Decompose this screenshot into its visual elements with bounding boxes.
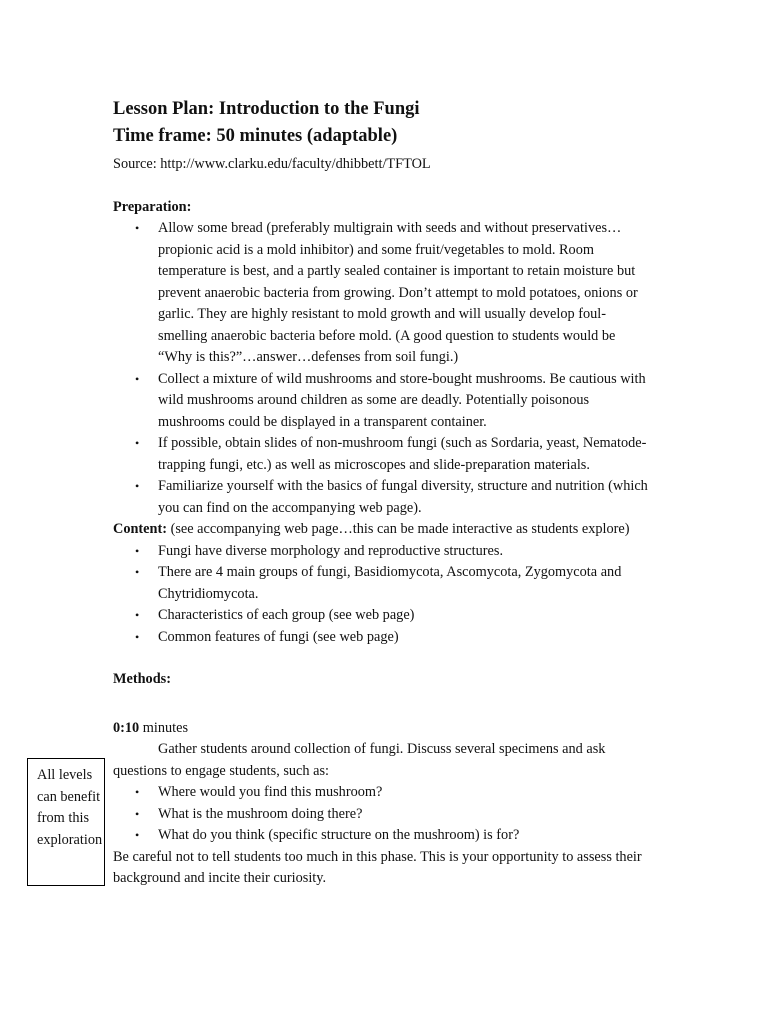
list-item	[135, 562, 653, 605]
bullet-icon: •	[135, 479, 140, 493]
list-item-text: Common features of fungi (see web page)	[158, 628, 399, 645]
list-item	[135, 605, 653, 627]
methods-list	[113, 782, 653, 847]
list-item	[135, 433, 653, 476]
list-item-text: If possible, obtain slides of non-mushroom fungi (such as Sordaria, yeast, Nematode-trapping fungi, etc.) as well as microscopes and slide-preparation materials.	[158, 435, 647, 473]
time-frame-title: Time frame: 50 minutes (adaptable)	[113, 126, 398, 146]
bullet-icon: •	[135, 565, 140, 579]
list-item-text: Where would you find this mushroom?	[158, 784, 383, 800]
methods-time-bold: 0:10	[113, 719, 140, 736]
methods-time-unit: minutes	[139, 719, 189, 736]
methods-paragraph: Gather students around collection of fungi. Discuss several specimens and ask questions to engage students, such as:	[113, 741, 606, 779]
sidebar-note-text: All levels can benefit from this exploration	[37, 767, 103, 848]
list-item	[135, 627, 653, 649]
preparation-section	[113, 197, 653, 520]
list-item	[135, 369, 653, 434]
list-item-text: Allow some bread (preferably multigrain with seeds and without preservatives… propionic acid is a mold inhibitor) and some fruit/vegetables to mold. Room temperature is best, and a partly sealed container is important to retain moisture but prevent anaerobic bacteria from growing. Don’t attempt to mold potatoes, onions or garlic. They are highly resistant to mold growth and will usually develop foul-smelling anaerobic bacteria before mold. (A good question to students would be “Why is this?”…answer…defenses from soil fungi.)	[158, 220, 638, 365]
list-item-text: What do you think (specific structure on the mushroom) is for?	[158, 827, 520, 843]
list-item-text: Characteristics of each group (see web page)	[158, 607, 415, 623]
document-body	[113, 96, 653, 890]
preparation-list	[113, 218, 653, 519]
bullet-icon: •	[135, 543, 140, 558]
content-heading: Content:	[113, 521, 168, 537]
methods-closing: Be careful not to tell students too much in this phase. This is your opportunity to assess their background and incite their curiosity.	[113, 848, 642, 886]
content-section	[113, 519, 653, 648]
bullet-icon: •	[135, 785, 140, 799]
methods-section	[113, 669, 653, 890]
bullet-icon: •	[135, 436, 140, 450]
list-item	[135, 476, 653, 519]
list-item-text: What is the mushroom doing there?	[158, 805, 363, 822]
list-item-text: Familiarize yourself with the basics of fungal diversity, structure and nutrition (which you can find on the accompanying web page).	[158, 478, 648, 516]
list-item	[135, 825, 653, 847]
content-intro	[113, 519, 653, 541]
sidebar-note-box	[27, 758, 105, 886]
content-intro-text: (see accompanying web page…this can be made interactive as students explore)	[167, 521, 630, 537]
bullet-icon: •	[135, 371, 140, 386]
list-item	[135, 782, 653, 804]
list-item-text: Fungi have diverse morphology and reproductive structures.	[158, 542, 504, 559]
list-item	[135, 541, 653, 563]
bullet-icon: •	[135, 608, 140, 622]
list-item-text: There are 4 main groups of fungi, Basidiomycota, Ascomycota, Zygomycota and Chytridiomycota.	[158, 564, 622, 602]
bullet-icon: •	[135, 629, 140, 644]
bullet-icon: •	[135, 828, 140, 842]
list-item	[135, 218, 653, 369]
source-line: Source: http://www.clarku.edu/faculty/dhibbett/TFTOL	[113, 156, 431, 172]
lesson-title: Lesson Plan: Introduction to the Fungi	[113, 99, 420, 119]
content-list	[113, 541, 653, 649]
preparation-heading: Preparation:	[113, 198, 192, 215]
methods-time	[113, 718, 653, 740]
list-item	[135, 804, 653, 826]
methods-heading: Methods:	[113, 671, 171, 687]
list-item-text: Collect a mixture of wild mushrooms and store-bought mushrooms. Be cautious with wild mushrooms around children as some are deadly. Potentially poisonous mushrooms could be displayed in a transparent container.	[158, 370, 646, 430]
bullet-icon: •	[135, 221, 140, 235]
bullet-icon: •	[135, 806, 140, 821]
